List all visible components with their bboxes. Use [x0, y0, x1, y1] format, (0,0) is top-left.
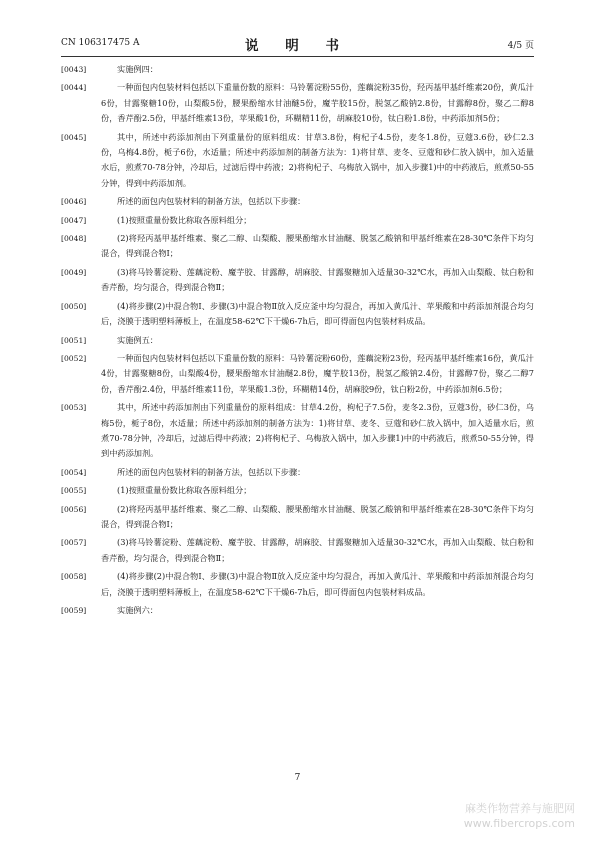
publication-number: CN 106317475 A — [61, 38, 140, 48]
page-indicator: 4/5 页 — [507, 41, 534, 51]
paragraph-text: 一种面包内包装材料包括以下重量份数的原料：马铃薯淀粉60份，莲藕淀粉23份，羟丙基甲基纤维素16份，黄瓜汁4份，甘露聚糖8份，山梨酸4份，腰果酚缩水甘油醚2.8份，魔芋胶13份，脱氢乙酸钠2.4份，甘露醇7份，聚乙二醇7份，香芹酚2.4份，甲基纤维素11份，苹果酸1.3份，环糊精14份，胡麻胶9份，钛白粉2份，中药添加剂6.5份； — [101, 352, 534, 394]
paragraph-number: [0051] — [61, 335, 87, 345]
paragraph-text: (3)将马铃薯淀粉、莲藕淀粉、魔芋胶、甘露醇，胡麻胶、甘露聚糖加入适量30-32℃水，再加入山梨酸、钛白粉和香芹酚，均匀混合，得到混合物Ⅱ； — [101, 537, 534, 563]
paragraph — [61, 502, 534, 533]
document-body — [61, 62, 534, 621]
paragraph-text: 一种面包内包装材料包括以下重量份数的原料：马铃薯淀粉55份，莲藕淀粉35份，羟丙基甲基纤维素20份，黄瓜汁6份，甘露聚糖10份，山梨酸5份，腰果酚缩水甘油醚5份，魔芋胶15份，脱氢乙酸钠2.8份，甘露醇8份，聚乙二醇8份，香芹酚2.5份，甲基纤维素13份，苹果酸1份，环糊精11份，胡麻胶10份，钛白粉1.8份，中药添加剂5份； — [101, 82, 534, 124]
header-rule — [61, 56, 534, 57]
paragraph — [61, 231, 534, 262]
paragraph — [61, 569, 534, 600]
paragraph-number: [0045] — [61, 132, 87, 142]
paragraph-number: [0055] — [61, 486, 87, 496]
paragraph-text: (4)将步骤(2)中混合物I、步骤(3)中混合物Ⅱ放入反应釜中均匀混合，再加入黄瓜汁、苹果酸和中药添加剂混合均匀后，浇膜于透明塑料薄板上，在温度58-62℃下干燥6-7h后，即可得面包内包装材料成品。 — [101, 571, 534, 597]
paragraph-number: [0056] — [61, 504, 87, 514]
paragraph — [61, 62, 534, 77]
paragraph-text: (4)将步骤(2)中混合物I、步骤(3)中混合物Ⅱ放入反应釜中均匀混合，再加入黄瓜汁、苹果酸和中药添加剂混合均匀后，浇膜于透明塑料薄板上，在温度58-62℃下干燥6-7h后，即可得面包内包装材料成品。 — [101, 300, 534, 327]
paragraph-number: [0043] — [61, 65, 87, 74]
paragraph — [61, 333, 534, 348]
paragraph-number: [0047] — [61, 215, 87, 225]
paragraph-number: [0049] — [61, 267, 87, 277]
paragraph-text: 所述的面包内包装材料的制备方法，包括以下步骤： — [117, 196, 306, 207]
paragraph-number: [0046] — [61, 197, 87, 207]
paragraph — [61, 130, 534, 192]
page-title: 说 明 书 — [245, 38, 350, 54]
paragraph — [61, 80, 534, 126]
paragraph-text: 所述的面包内包装材料的制备方法，包括以下步骤： — [117, 466, 306, 477]
paragraph-text: 实施例六： — [117, 605, 158, 615]
paragraph-number: [0059] — [61, 606, 87, 615]
paragraph-text: (1)按照重量份数比称取各原料组分； — [117, 214, 252, 225]
paragraph-text: 实施例五： — [117, 334, 158, 345]
paragraph — [61, 265, 534, 296]
watermark-line-1: 麻类作物营养与施肥网 — [465, 802, 575, 815]
paragraph-number: [0048] — [61, 234, 87, 244]
paragraph-number: [0050] — [61, 301, 87, 311]
paragraph — [61, 400, 534, 462]
paragraph — [61, 194, 534, 209]
paragraph — [61, 299, 534, 330]
paragraph — [61, 213, 534, 228]
paragraph-number: [0044] — [61, 83, 87, 93]
watermark-line-2: www.fibercrops.com — [463, 817, 575, 830]
paragraph — [61, 603, 534, 618]
paragraph-text: 其中，所述中药添加剂由下列重量份的原料组成：甘草3.8份，枸杞子4.5份，麦冬1.8份，豆蔻3.6份，砂仁2.3份，乌梅4.8份，栀子6份，水适量；所述中药添加剂的制备方法为：1)将甘草、麦冬、豆蔻和砂仁放入锅中，加入适量水后，煎煮70-78分钟，冷却后，过滤后得中药液；2)将枸杞子、乌梅放入锅中，加入步骤1)中的中药液后，煎煮50-55分钟，得到中药添加剂。 — [101, 131, 534, 188]
paragraph — [61, 483, 534, 498]
paragraph-text: 其中，所述中药添加剂由下列重量份的原料组成：甘草4.2份，枸杞子7.5份，麦冬2.3份，豆蔻3份，砂仁3份，乌梅5份，栀子8份，水适量；所述中药添加剂的制备方法为：1)将甘草、麦冬、豆蔻和砂仁放入锅中，加入适量水后，煎煮70-78分钟，冷却后，过滤后得中药液；2)将枸杞子、乌梅放入锅中，加入步骤1)中的中药液后，煎煮50-55分钟，得到中药添加剂。 — [101, 402, 534, 459]
paragraph-text: (2)将羟丙基甲基纤维素、聚乙二醇、山梨酸、腰果酚缩水甘油醚、脱氢乙酸钠和甲基纤维素在28-30℃条件下均匀混合，得到混合物I； — [101, 233, 534, 259]
paragraph-number: [0057] — [61, 538, 87, 548]
paragraph — [61, 465, 534, 480]
page-number: 7 — [294, 773, 301, 783]
paragraph-text: (2)将羟丙基甲基纤维素、聚乙二醇、山梨酸、腰果酚缩水甘油醚、脱氢乙酸钠和甲基纤维素在28-30℃条件下均匀混合，得到混合物I； — [101, 503, 534, 529]
paragraph-number: [0054] — [61, 467, 87, 477]
paragraph-text: (3)将马铃薯淀粉、莲藕淀粉、魔芋胶、甘露醇，胡麻胶、甘露聚糖加入适量30-32℃水，再加入山梨酸、钛白粉和香芹酚，均匀混合，得到混合物Ⅱ； — [101, 266, 534, 293]
paragraph — [61, 351, 534, 397]
paragraph-text: (1)按照重量份数比称取各原料组分； — [117, 485, 252, 496]
paragraph-number: [0058] — [61, 572, 87, 582]
paragraph-number: [0053] — [61, 403, 87, 413]
watermark — [464, 801, 575, 831]
page-header — [61, 36, 534, 54]
paragraph-number: [0052] — [61, 353, 87, 363]
paragraph — [61, 535, 534, 566]
paragraph-text: 实施例四： — [117, 64, 158, 74]
